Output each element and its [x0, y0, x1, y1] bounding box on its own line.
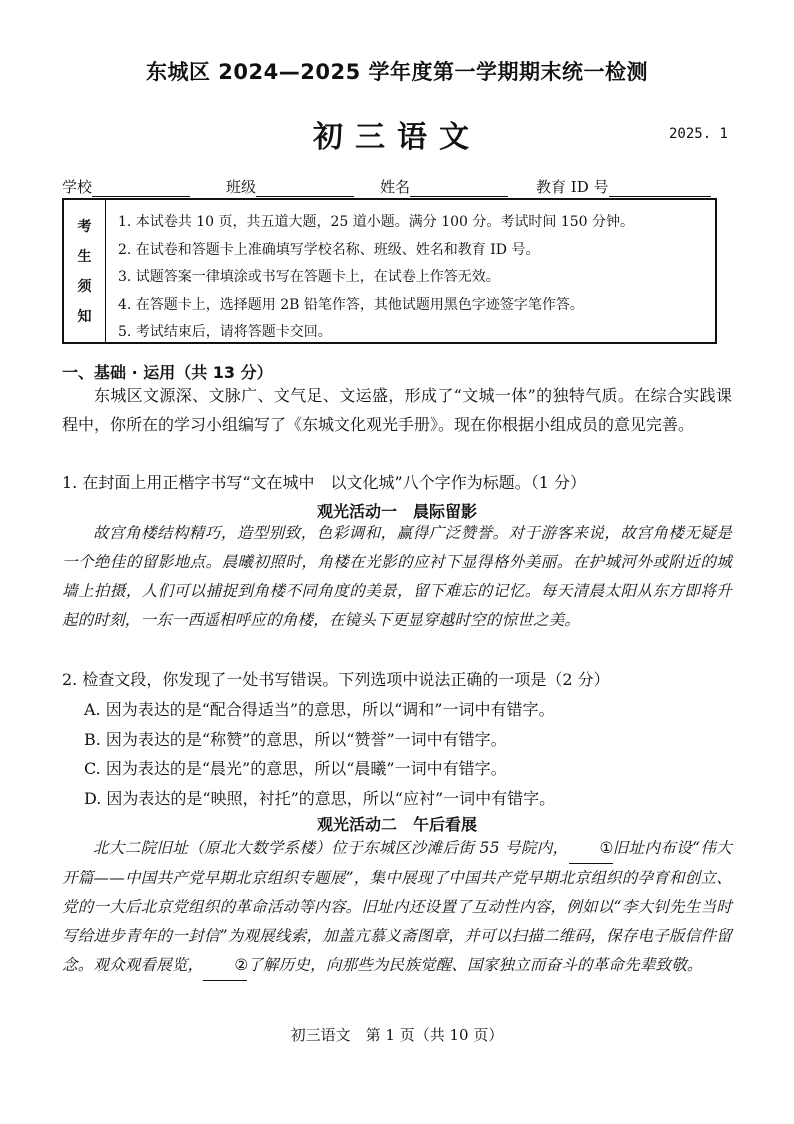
class-label: 班级 — [226, 178, 257, 196]
school-field[interactable] — [62, 176, 190, 197]
notice-item: 4. 在答题卡上，选择题用 2B 铅笔作答，其他试题用黑色字迹签字笔作答。 — [118, 296, 584, 313]
question-1: 1. 在封面上用正楷字书写“文在城中 以文化城”八个字作为标题。（1 分） — [62, 473, 586, 492]
school-label: 学校 — [62, 178, 93, 196]
student-info-row — [62, 176, 722, 198]
notice-label — [64, 200, 106, 342]
question-2: 2. 检查文段，你发现了一处书写错误。下列选项中说法正确的一项是（2 分） — [62, 670, 610, 689]
school-blank[interactable] — [92, 180, 190, 197]
activity-1-title: 观光活动一 晨际留影 — [316, 502, 477, 521]
option-b[interactable]: B. 因为表达的是“称赞”的意思，所以“赞誉”一词中有错字。 — [84, 730, 507, 749]
name-field[interactable] — [380, 176, 508, 197]
name-label: 姓名 — [380, 178, 411, 196]
name-blank[interactable] — [410, 180, 508, 197]
section-heading: 一、基础 · 运用（共 13 分） — [62, 363, 273, 382]
exam-title: 东城区 2024—2025 学年度第一学期期末统一检测 — [145, 60, 648, 84]
passage-text: 北大二院旧址（原北大数学系楼）位于东城区沙滩后街 55 号院内， — [93, 839, 569, 857]
notice-label-char: 生 — [77, 249, 92, 265]
exam-date: 2025. 1 — [668, 126, 728, 142]
notice-item: 1. 本试卷共 10 页，共五道大题，25 道小题。满分 100 分。考试时间 150 分钟。 — [118, 214, 635, 230]
class-blank[interactable] — [256, 180, 354, 197]
notice-item: 3. 试题答案一律填涂或书写在答题卡上，在试卷上作答无效。 — [118, 269, 500, 285]
notice-label-char: 知 — [77, 309, 92, 325]
exam-notice-box — [62, 198, 717, 344]
activity-2-title: 观光活动二 午后看展 — [316, 815, 477, 834]
option-a[interactable]: A. 因为表达的是“配合得适当”的意思，所以“调和”一词中有错字。 — [84, 700, 555, 719]
edu-id-field[interactable] — [536, 176, 711, 197]
option-c[interactable]: C. 因为表达的是“晨光”的意思，所以“晨曦”一词中有错字。 — [84, 759, 507, 778]
page-footer: 初三语文 第 1 页（共 10 页） — [290, 1026, 504, 1044]
subject-title: 初三语文 — [313, 120, 481, 155]
activity-2-passage — [62, 834, 732, 981]
activity-1-passage: 故宫角楼结构精巧，造型别致，色彩调和，赢得广泛赞誉。对于游客来说，故宫角楼无疑是一个绝佳的留影地点。晨曦初照时，角楼在光影的应衬下显得格外美丽。在护城河外或附近的城墙上拍摄，人们可以捕捉到角楼不同角度的美景，留下难忘的记忆。每天清晨太阳从东方即将升起的时刻，一东一西遥相呼应的角楼，在镜头下更显穿越时空的惊世之美。 — [62, 524, 732, 629]
section-intro: 东城区文源深、文脉广、文气足、文运盛，形成了“文城一体”的独特气质。在综合实践课程中，你所在的学习小组编写了《东城文化观光手册》。现在你根据小组成员的意见完善。 — [62, 386, 732, 434]
option-d[interactable]: D. 因为表达的是“映照，衬托”的意思，所以“应衬”一词中有错字。 — [84, 789, 556, 808]
passage-text: 旧址内布设“伟大开篇——中国共产党早期北京组织专题展”，集中展现了中国共产党早期北京组织的孕育和创立、党的一大后北京党组织的革命活动等内容。旧址内还设置了互动性内容，例如以“李大钊先生当时写给进步青年的一封信”为观展线索，加盖亢慕义斋图章，并可以扫描二维码，保存电子版信件留念。观众观看展览， — [62, 839, 732, 974]
edu-id-label: 教育 ID 号 — [536, 178, 609, 196]
blank-1[interactable]: ① — [569, 834, 613, 864]
notice-label-char: 须 — [77, 279, 92, 295]
blank-2[interactable]: ② — [203, 951, 247, 981]
notice-label-char: 考 — [77, 219, 92, 235]
class-field[interactable] — [226, 176, 354, 197]
passage-text: 了解历史，向那些为民族觉醒、国家独立而奋斗的革命先辈致敬。 — [247, 956, 703, 974]
notice-item: 2. 在试卷和答题卡上准确填写学校名称、班级、姓名和教育 ID 号。 — [118, 241, 540, 258]
edu-id-blank[interactable] — [609, 180, 711, 197]
notice-item: 5. 考试结束后，请将答题卡交回。 — [118, 324, 332, 340]
notice-items — [118, 209, 707, 347]
